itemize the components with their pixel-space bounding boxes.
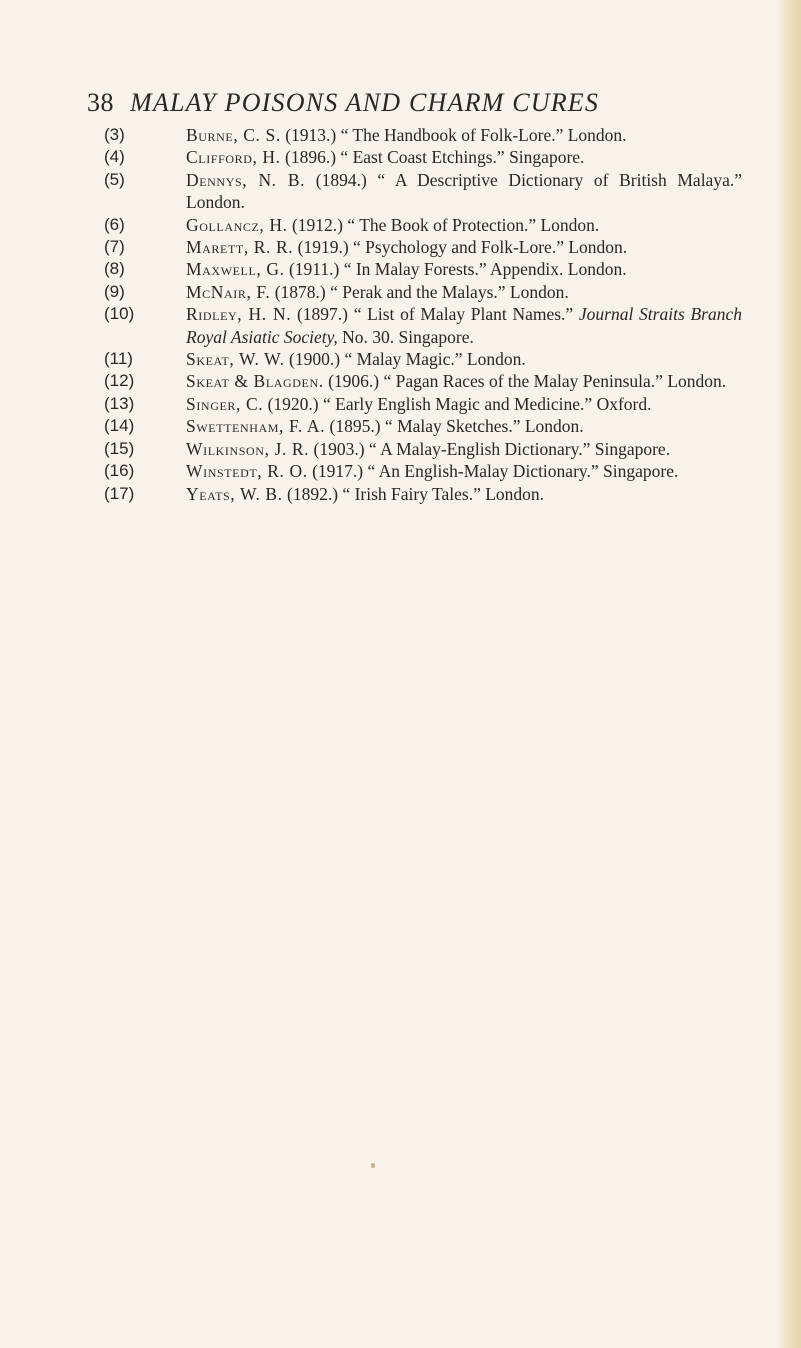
reference-number: (6) bbox=[104, 214, 125, 234]
reference-body: (1896.) “ East Coast Etchings.” Singapore. bbox=[280, 147, 585, 168]
reference-author: Swettenham, F. A. bbox=[186, 416, 326, 437]
reference-body: (1897.) “ List of Malay Plant Names.” bbox=[291, 304, 574, 325]
reference-entry bbox=[0, 169, 801, 214]
reference-body: (1903.) “ A Malay-English Dictionary.” Singapore. bbox=[309, 438, 671, 459]
reference-body: (1911.) “ In Malay Forests.” Appendix. London. bbox=[284, 259, 627, 280]
reference-text bbox=[186, 303, 742, 348]
reference-number: (16) bbox=[104, 461, 135, 481]
reference-body: (1894.) “ A Descriptive Dictionary of British Malaya.” London. bbox=[186, 169, 742, 213]
reference-body: (1906.) “ Pagan Races of the Malay Peninsula.” London. bbox=[323, 371, 727, 392]
reference-body: (1895.) “ Malay Sketches.” London. bbox=[325, 416, 584, 437]
reference-author: Ridley, H. N. bbox=[186, 304, 292, 325]
reference-author: Marett, R. R. bbox=[186, 237, 294, 258]
reference-text bbox=[186, 415, 742, 437]
reference-entry bbox=[0, 438, 801, 460]
reference-text bbox=[186, 460, 742, 482]
reference-author: Winstedt, R. O. bbox=[186, 461, 308, 482]
reference-author: Dennys, N. B. bbox=[186, 169, 306, 190]
reference-number: (12) bbox=[104, 371, 135, 391]
reference-body: (1919.) “ Psychology and Folk-Lore.” London. bbox=[293, 237, 628, 258]
reference-text bbox=[186, 370, 742, 392]
reference-text bbox=[186, 146, 742, 168]
reference-body: (1920.) “ Early English Magic and Medicine.” Oxford. bbox=[263, 393, 652, 414]
reference-number: (10) bbox=[104, 304, 135, 324]
reference-entry bbox=[0, 236, 801, 258]
reference-author: Skeat & Blagden. bbox=[186, 371, 324, 392]
reference-text bbox=[186, 258, 742, 280]
running-title: MALAY POISONS AND CHARM CURES bbox=[130, 88, 600, 117]
journal-title: Journal Straits Branch Royal Asiatic Society, bbox=[186, 304, 742, 347]
reference-text bbox=[186, 483, 742, 505]
reference-entry bbox=[0, 393, 801, 415]
reference-body: (1878.) “ Perak and the Malays.” London. bbox=[270, 281, 569, 302]
reference-text bbox=[186, 393, 742, 415]
reference-entry bbox=[0, 258, 801, 280]
page-number: 38 bbox=[87, 88, 114, 117]
reference-author: Wilkinson, J. R. bbox=[186, 438, 310, 459]
reference-number: (8) bbox=[104, 259, 125, 279]
reference-text bbox=[186, 438, 742, 460]
reference-number: (3) bbox=[104, 125, 125, 144]
reference-entry bbox=[0, 214, 801, 236]
reference-number: (11) bbox=[104, 349, 133, 369]
reference-author: Skeat, W. W. bbox=[186, 349, 285, 370]
reference-body-after: No. 30. Singapore. bbox=[337, 326, 474, 347]
reference-entry bbox=[0, 281, 801, 303]
reference-author: Gollancz, H. bbox=[186, 214, 288, 235]
reference-number: (17) bbox=[104, 483, 135, 503]
reference-number: (14) bbox=[104, 416, 135, 436]
reference-text bbox=[186, 281, 742, 303]
reference-entry bbox=[0, 460, 801, 482]
reference-body: (1900.) “ Malay Magic.” London. bbox=[284, 349, 526, 370]
reference-body: (1917.) “ An English-Malay Dictionary.” Singapore. bbox=[307, 461, 679, 482]
reference-author: Singer, C. bbox=[186, 393, 264, 414]
reference-text bbox=[186, 236, 742, 258]
reference-list bbox=[0, 124, 801, 505]
reference-body: (1913.) “ The Handbook of Folk-Lore.” London. bbox=[280, 125, 627, 145]
reference-number: (7) bbox=[104, 237, 125, 257]
reference-text bbox=[186, 214, 742, 236]
reference-entry bbox=[0, 415, 801, 437]
reference-entry bbox=[0, 483, 801, 505]
reference-author: McNair, F. bbox=[186, 281, 271, 302]
reference-entry bbox=[0, 348, 801, 370]
reference-text bbox=[186, 124, 742, 146]
reference-text bbox=[186, 348, 742, 370]
reference-number: (15) bbox=[104, 438, 135, 458]
paper-speck bbox=[371, 1163, 375, 1168]
reference-author: Maxwell, G. bbox=[186, 259, 285, 280]
reference-entry bbox=[0, 303, 801, 348]
reference-number: (13) bbox=[104, 393, 135, 413]
reference-number: (5) bbox=[104, 169, 125, 189]
reference-number: (4) bbox=[104, 147, 125, 167]
reference-author: Burne, C. S. bbox=[186, 125, 281, 145]
reference-number: (9) bbox=[104, 281, 125, 301]
running-header bbox=[87, 88, 747, 118]
reference-entry bbox=[0, 370, 801, 392]
reference-author: Yeats, W. B. bbox=[186, 483, 283, 504]
reference-author: Clifford, H. bbox=[186, 147, 281, 168]
reference-entry bbox=[0, 124, 801, 146]
reference-text bbox=[186, 169, 742, 214]
reference-entry bbox=[0, 146, 801, 168]
reference-body: (1892.) “ Irish Fairy Tales.” London. bbox=[282, 483, 545, 504]
reference-body: (1912.) “ The Book of Protection.” London. bbox=[287, 214, 600, 235]
